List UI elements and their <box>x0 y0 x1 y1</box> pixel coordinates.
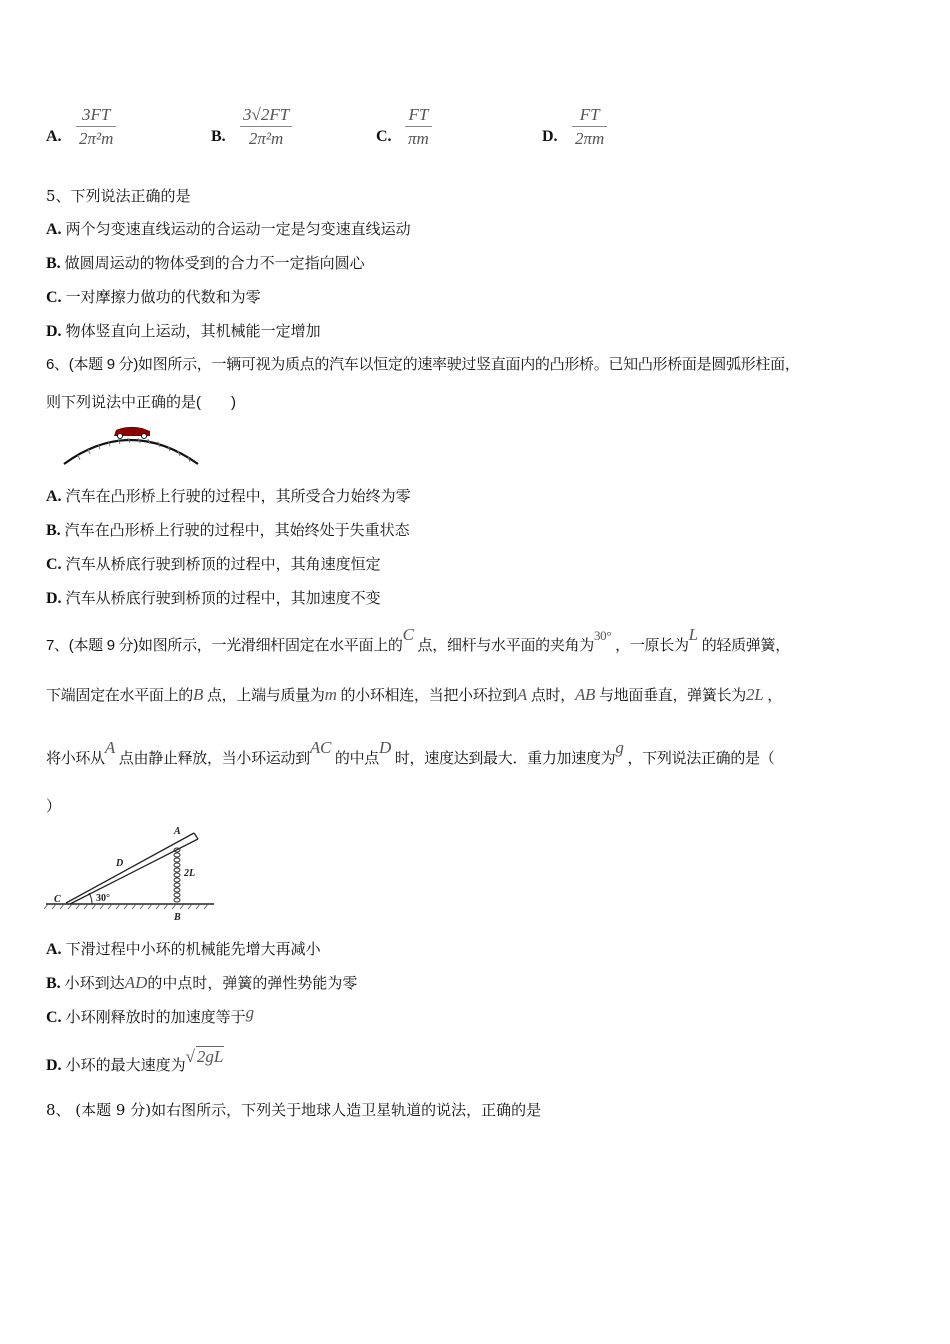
q6-option-a: A. 汽车在凸形桥上行驶的过程中，其所受合力始终为零 <box>46 487 411 505</box>
convex-bridge-figure <box>58 422 203 470</box>
sqrt-expression: √ 2gL <box>185 1047 224 1066</box>
q7-stem-line4: ） <box>46 798 62 815</box>
q6-option-c: C. 汽车从桥底行驶到桥顶的过程中，其角速度恒定 <box>46 555 381 573</box>
q7-stem-line2: 下端固定在水平面上的B 点，上端与质量为m 的小环相连，当把小环拉到A 点时，AB 与地面垂直，弹簧长为2L ， <box>46 685 782 704</box>
car-icon <box>114 427 150 439</box>
q5-option-d: D. 物体竖直向上运动，其机械能一定增加 <box>46 322 321 340</box>
q4-option-b-formula: 3√2FT 2π²m <box>240 106 292 148</box>
q4-option-b-label: B. <box>211 128 226 145</box>
q6-option-d: D. 汽车从桥底行驶到桥顶的过程中，其加速度不变 <box>46 589 381 607</box>
svg-text:2L: 2L <box>184 868 196 879</box>
incline-spring-figure <box>44 824 219 924</box>
q5-stem: 5、下列说法正确的是 <box>46 187 191 205</box>
q4-option-a-formula: 3FT 2π²m <box>76 106 116 148</box>
q5-option-b: B. 做圆周运动的物体受到的合力不一定指向圆心 <box>46 254 365 272</box>
svg-text:A: A <box>174 826 181 837</box>
svg-text:B: B <box>174 912 181 923</box>
q5-option-c: C. 一对摩擦力做功的代数和为零 <box>46 288 261 306</box>
q8-stem: 8、 (本题 9 分)如右图所示，下列关于地球人造卫星轨道的说法，正确的是 <box>46 1101 542 1119</box>
q6-stem-line1: 6、(本题 9 分)如图所示，一辆可视为质点的汽车以恒定的速率驶过竖直面内的凸形桥。已知凸形桥面是圆弧形柱面， <box>46 356 800 373</box>
q7-option-b: B. 小环到达AD的中点时，弹簧的弹性势能为零 <box>46 973 358 992</box>
q4-option-c-label: C. <box>376 128 392 145</box>
svg-text:C: C <box>54 894 61 905</box>
q6-stem-line2: 则下列说法中正确的是( ) <box>46 394 236 411</box>
q5-option-a: A. 两个匀变速直线运动的合运动一定是匀变速直线运动 <box>46 220 411 238</box>
q7-option-a: A. 下滑过程中小环的机械能先增大再减小 <box>46 940 321 958</box>
q7-stem-line3: 将小环从A 点由静止释放，当小环运动到AC 的中点D 时，速度达到最大．重力加速度为g ，下列说法正确的是（ <box>46 738 775 767</box>
svg-text:D: D <box>116 858 124 869</box>
svg-text:30°: 30° <box>96 893 110 904</box>
q7-stem-line1: 7、(本题 9 分)如图所示，一光滑细杆固定在水平面上的C 点，细杆与水平面的夹角为30° ，一原长为L 的轻质弹簧， <box>46 625 790 654</box>
q4-option-d-label: D. <box>542 128 558 145</box>
spring-icon <box>174 848 180 902</box>
q7-option-d: D. 小环的最大速度为√ 2gL <box>46 1047 224 1074</box>
q4-option-c-formula: FT πm <box>405 106 432 148</box>
q4-option-d-formula: FT 2πm <box>572 106 607 148</box>
q4-option-a-label: A. <box>46 128 62 145</box>
q6-option-b: B. 汽车在凸形桥上行驶的过程中，其始终处于失重状态 <box>46 521 410 539</box>
q7-option-c: C. 小环刚释放时的加速度等于g <box>46 1003 255 1026</box>
